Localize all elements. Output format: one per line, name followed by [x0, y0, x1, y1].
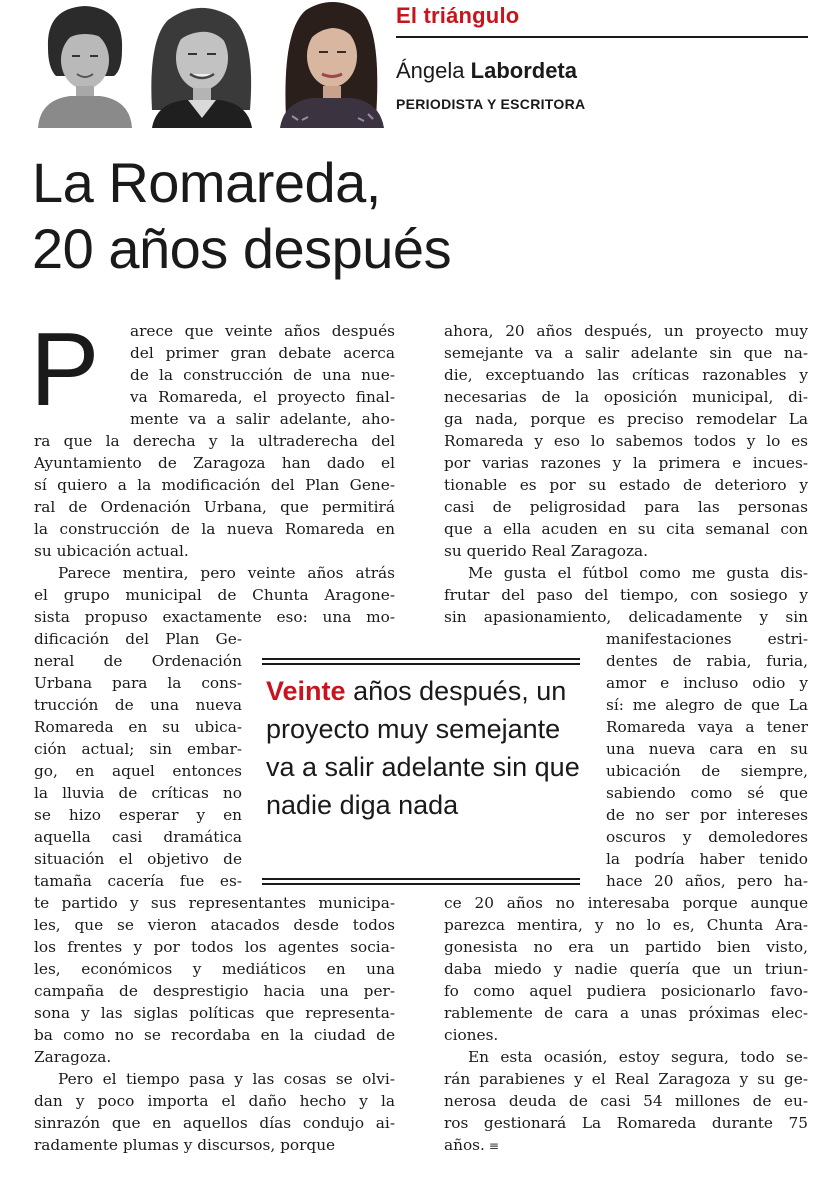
- body-line: [34, 892, 395, 914]
- body-line: [444, 364, 808, 386]
- body-line: [130, 408, 395, 430]
- author-role: PERIODISTA Y ESCRITORA: [396, 96, 586, 112]
- pullquote-rule-bottom: [262, 878, 580, 880]
- body-line: [444, 1002, 808, 1024]
- end-mark-icon: ≡: [488, 1139, 499, 1153]
- body-line: [34, 474, 395, 496]
- body-line-text: sona y las siglas políticas que representa-: [34, 1004, 395, 1022]
- body-line-text: del primer gran debate acerca: [130, 344, 395, 362]
- body-line: [444, 430, 808, 452]
- body-line: [34, 540, 395, 562]
- body-line: [444, 892, 808, 914]
- body-line-text: sí: me alegro de que La: [606, 696, 808, 714]
- body-line: [444, 1134, 808, 1156]
- body-line-text: die, exceptuando las críticas razonables y: [444, 366, 808, 384]
- body-line-text: sista propuso exactamente eso: una mo-: [34, 608, 395, 626]
- body-line-text: dificación del Plan Ge-: [34, 630, 242, 648]
- body-line-text: necesarias de la oposición municipal, di-: [444, 388, 808, 406]
- body-line-text: Ayuntamiento de Zaragoza han dado el: [34, 454, 395, 472]
- body-line-text: rán parabienes y el Real Zaragoza y su ge-: [444, 1070, 808, 1088]
- body-line-text: su ubicación actual.: [34, 542, 189, 560]
- body-line: [34, 1134, 395, 1156]
- body-line-text: la podría haber tenido: [606, 850, 808, 868]
- body-line-text: ción actual; sin embar-: [34, 740, 242, 758]
- body-line-text: sin apasionamiento, delicadamente y sin: [444, 608, 808, 626]
- body-line-text: nerosa deuda de casi 54 millones de eu-: [444, 1092, 808, 1110]
- body-line: [444, 1112, 808, 1134]
- portrait-icon: [30, 0, 140, 128]
- body-line-text: trucción de una nueva: [34, 696, 242, 714]
- portrait-2: [138, 0, 264, 128]
- body-line: [606, 826, 808, 848]
- body-line: [130, 320, 395, 342]
- body-line-text: Urbana para la cons-: [34, 674, 242, 692]
- body-line-text: de la construcción de una nue-: [130, 366, 395, 384]
- body-line-text: oscuros y demoledores: [606, 828, 808, 846]
- body-line-text: de no ser por intereses: [606, 806, 808, 824]
- body-line: [444, 342, 808, 364]
- body-line: [444, 936, 808, 958]
- body-line: [606, 804, 808, 826]
- body-line: [130, 364, 395, 386]
- body-line: [468, 1046, 808, 1068]
- body-line-text: tamaña cacería fue es-: [34, 872, 242, 890]
- body-line: [606, 870, 808, 892]
- header-divider: [396, 36, 808, 38]
- body-line-text: ahora, 20 años después, un proyecto muy: [444, 322, 808, 340]
- body-line: [58, 1068, 395, 1090]
- portrait-3: [268, 0, 394, 128]
- body-line-text: Zaragoza.: [34, 1048, 112, 1066]
- body-line-text: se hizo esperar y en: [34, 806, 242, 824]
- body-line: [444, 518, 808, 540]
- body-line: [34, 848, 242, 870]
- body-line-text: En esta ocasión, estoy segura, todo se-: [468, 1048, 808, 1066]
- body-line: [468, 562, 808, 584]
- body-line-text: ga nada, porque es preciso remodelar La: [444, 410, 808, 428]
- pullquote: [266, 672, 584, 824]
- portrait-icon: [268, 0, 394, 128]
- body-line: [34, 606, 395, 628]
- body-line: [444, 408, 808, 430]
- body-line-text: sabiendo como sé que: [606, 784, 808, 802]
- body-line: [34, 804, 242, 826]
- body-line: [34, 628, 242, 650]
- drop-cap: P: [30, 312, 100, 428]
- body-line: [34, 1112, 395, 1134]
- body-line-text: ce 20 años no interesaba porque aunque: [444, 894, 808, 912]
- body-line: [34, 496, 395, 518]
- body-line-text: frutar del paso del tiempo, con sosiego y: [444, 586, 808, 604]
- portrait-icon: [138, 0, 264, 128]
- body-line-text: situación el objetivo de: [34, 850, 242, 868]
- body-line: [444, 1024, 808, 1046]
- body-line: [444, 386, 808, 408]
- body-line-text: dan y poco importa el daño hecho y la: [34, 1092, 395, 1110]
- body-line-text: rablemente de cara a unas próximas elec-: [444, 1004, 808, 1022]
- body-line-text: por varias razones y la primera e incues-: [444, 454, 808, 472]
- body-line-text: ros gestionará La Romareda durante 75: [444, 1114, 808, 1132]
- body-line: [34, 1046, 395, 1068]
- body-line: [34, 936, 395, 958]
- body-line-text: ral de Ordenación Urbana, que permitirá: [34, 498, 395, 516]
- body-line-text: Romareda en su ubica-: [34, 718, 242, 736]
- body-line-text: go, en aquel entonces: [34, 762, 242, 780]
- body-line: [444, 584, 808, 606]
- body-line-text: parezca mentira, y no lo es, Chunta Ara-: [444, 916, 808, 934]
- body-line-text: años.: [444, 1136, 485, 1154]
- body-line-text: los frentes y por todos los agentes socia-: [34, 938, 395, 956]
- body-line-text: la construcción de la nueva Romareda en: [34, 520, 395, 538]
- body-line: [34, 782, 242, 804]
- body-line: [606, 738, 808, 760]
- body-line: [34, 760, 242, 782]
- body-line: [34, 518, 395, 540]
- body-line: [34, 914, 395, 936]
- body-line: [444, 914, 808, 936]
- body-line-text: daba miedo y nadie quería que un triun-: [444, 960, 808, 978]
- body-line: [34, 672, 242, 694]
- body-line: [606, 848, 808, 870]
- section-title: El triángulo: [396, 3, 520, 28]
- body-line: [58, 562, 395, 584]
- body-line-text: arece que veinte años después: [130, 322, 395, 340]
- body-line: [34, 1002, 395, 1024]
- body-line-text: ciones.: [444, 1026, 499, 1044]
- body-line: [34, 1090, 395, 1112]
- body-line-text: amor e incluso odio y: [606, 674, 808, 692]
- body-line: [34, 694, 242, 716]
- body-line: [606, 694, 808, 716]
- body-line-text: va Romareda, el proyecto final-: [130, 388, 395, 406]
- pullquote-highlight: Veinte: [266, 676, 346, 706]
- pullquote-text: años después, un proyecto muy semejante va a salir adelante sin que nadie diga nada: [266, 676, 580, 820]
- headline-line-2: 20 años después: [32, 217, 452, 280]
- body-line: [606, 716, 808, 738]
- body-line: [606, 760, 808, 782]
- body-line: [444, 496, 808, 518]
- body-line-text: Pero el tiempo pasa y las cosas se olvi-: [58, 1070, 395, 1088]
- body-line-text: mente va a salir adelante, aho-: [130, 410, 395, 428]
- body-line: [444, 606, 808, 628]
- portrait-1: [30, 0, 140, 128]
- body-line-text: te partido y sus representantes municipa-: [34, 894, 395, 912]
- body-line-text: dentes de rabia, furia,: [606, 652, 808, 670]
- body-line: [34, 584, 395, 606]
- author-last-name: Labordeta: [470, 58, 577, 83]
- body-line: [444, 320, 808, 342]
- body-line-text: que a ella acuden en su cita semanal con: [444, 520, 808, 538]
- body-line-text: sinrazón que en aquellos días condujo ai-: [34, 1114, 395, 1132]
- body-line: [444, 958, 808, 980]
- body-line: [34, 738, 242, 760]
- body-line: [444, 980, 808, 1002]
- body-line-text: la lluvia de críticas no: [34, 784, 242, 802]
- pullquote-rule-top-2: [262, 663, 580, 665]
- body-line-text: el grupo municipal de Chunta Aragone-: [34, 586, 395, 604]
- body-line-text: ba como no se recordaba en la ciudad de: [34, 1026, 395, 1044]
- body-line-text: manifestaciones estri-: [606, 630, 808, 648]
- headline-line-1: La Romareda,: [32, 151, 381, 214]
- body-line-text: una nueva cara en su: [606, 740, 808, 758]
- body-line-text: Parece mentira, pero veinte años atrás: [58, 564, 395, 582]
- body-line: [606, 782, 808, 804]
- body-line-text: semejante va a salir adelante sin que na-: [444, 344, 808, 362]
- body-line: [34, 430, 395, 452]
- body-line: [606, 672, 808, 694]
- body-line: [34, 452, 395, 474]
- body-line-text: fo como aquel pudiera posicionarlo favo-: [444, 982, 808, 1000]
- pullquote-rule-bottom-2: [262, 883, 580, 885]
- body-line-text: gonesista no era un partido bien visto,: [444, 938, 808, 956]
- body-line-text: sí quiero a la modificación del Plan Gene-: [34, 476, 395, 494]
- body-line-text: Romareda y eso lo sabemos todos y lo es: [444, 432, 808, 450]
- body-line: [34, 716, 242, 738]
- body-line: [34, 980, 395, 1002]
- author-name: [396, 58, 577, 84]
- body-line-text: les, que se vieron atacados desde todos: [34, 916, 395, 934]
- body-line: [130, 342, 395, 364]
- body-line-text: aquella casi dramática: [34, 828, 242, 846]
- author-first-name: Ángela: [396, 58, 465, 83]
- body-line-text: les, económicos y mediáticos en una: [34, 960, 395, 978]
- body-line-text: ubicación de siempre,: [606, 762, 808, 780]
- headline: [32, 150, 792, 282]
- body-line-text: Romareda vaya a tener: [606, 718, 808, 736]
- body-line: [34, 650, 242, 672]
- body-line: [34, 870, 242, 892]
- body-line-text: su querido Real Zaragoza.: [444, 542, 648, 560]
- body-line: [444, 540, 808, 562]
- body-line-text: tionable es por su estado de deterioro y: [444, 476, 808, 494]
- body-line-text: radamente plumas y discursos, porque: [34, 1136, 336, 1154]
- body-line: [130, 386, 395, 408]
- body-line-text: Me gusta el fútbol como me gusta dis-: [468, 564, 808, 582]
- body-line: [444, 452, 808, 474]
- body-line-text: hace 20 años, pero ha-: [606, 872, 808, 890]
- body-line: [444, 1068, 808, 1090]
- body-line-text: ra que la derecha y la ultraderecha del: [34, 432, 395, 450]
- body-line: [444, 474, 808, 496]
- body-line: [34, 826, 242, 848]
- pullquote-rule-top: [262, 658, 580, 660]
- body-line-text: neral de Ordenación: [34, 652, 242, 670]
- body-line: [606, 650, 808, 672]
- body-line-text: casi de peligrosidad para las personas: [444, 498, 808, 516]
- body-line: [606, 628, 808, 650]
- body-line: [34, 958, 395, 980]
- body-line-text: campaña de desprestigio hacia una per-: [34, 982, 395, 1000]
- body-line: [34, 1024, 395, 1046]
- body-line: [444, 1090, 808, 1112]
